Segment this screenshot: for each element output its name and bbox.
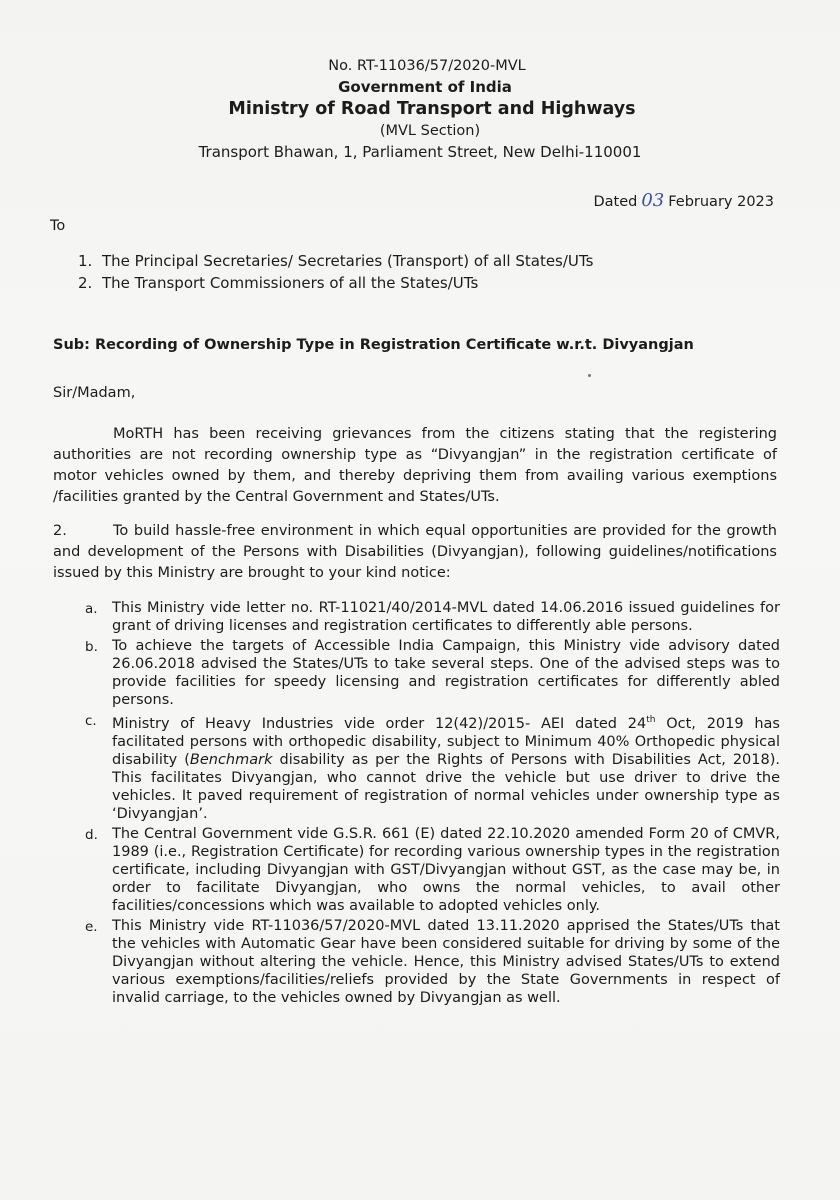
list-item-text: This Ministry vide RT-11036/57/2020-MVL dated 13.11.2020 apprised the States/UTs that the vehicles with Automatic Gear have been considered suitable for driving by some of the Divyangjan without altering the vehicle. Hence, this Ministry advised States/UTs to extend various exemptions/facilities/reliefs provided by the State Governments in respect of invalid carriage, to the vehicles owned by Divyangjan as well. — [112, 917, 780, 1006]
text-run: disability as per the Rights of Persons with Disabilities Act, 2018). This facilitates Divyangjan, who cannot drive the vehicle but use driver to drive the vehicles. It paved requirement of registration of normal vehicles under ownership type as ‘Divyangjan’. — [112, 751, 780, 822]
ministry-name: Ministry of Road Transport and Highways — [228, 99, 636, 119]
date-rest: February 2023 — [668, 194, 774, 210]
government-name: Government of India — [338, 78, 512, 96]
list-item-a — [53, 599, 780, 635]
recipient-text: The Transport Commissioners of all the States/UTs — [102, 274, 479, 292]
paragraph-1: MoRTH has been receiving grievances from the citizens stating that the registering authorities are not recording ownership type as “Divyangjan” in the registration certificate of motor vehicles owned by them, and thereby depriving them from availing various exemptions /facilities granted by the Central Government and States/UTs. — [53, 426, 777, 505]
text-run: Ministry of Heavy Industries vide order 12(42)/2015- AEI dated 24 — [112, 715, 647, 732]
recipient-text: The Principal Secretaries/ Secretaries (Transport) of all States/UTs — [102, 252, 594, 270]
recipient-list — [78, 250, 593, 294]
subject-line: Sub: Recording of Ownership Type in Registration Certificate w.r.t. Divyangjan — [53, 337, 694, 353]
list-item-text: To achieve the targets of Accessible India Campaign, this Ministry vide advisory dated 26.06.2018 advised the States/UTs to take several steps. One of the advised steps was to provide facilities for speedy licensing and registration certificates for differently abled persons. — [112, 638, 780, 708]
recipient-number: 1. — [78, 252, 93, 270]
superscript: th — [646, 715, 656, 725]
paragraph-number: 2. — [53, 523, 67, 539]
letter-date — [593, 190, 774, 211]
list-marker: c. — [85, 713, 97, 729]
list-item-text: This Ministry vide letter no. RT-11021/40/2014-MVL dated 14.06.2016 issued guidelines for grant of driving licenses and registration certificates to differently able persons. — [112, 600, 780, 634]
list-item-e — [53, 917, 780, 1007]
handwritten-day: 03 — [641, 190, 665, 211]
list-marker: a. — [85, 601, 98, 617]
office-address: Transport Bhawan, 1, Parliament Street, New Delhi-110001 — [198, 143, 642, 161]
list-item-c — [53, 711, 780, 823]
italic-term: Benchmark — [189, 751, 273, 768]
list-marker: e. — [85, 918, 98, 935]
reference-number: No. RT-11036/57/2020-MVL — [328, 58, 526, 74]
letter-header — [0, 56, 840, 163]
recipient-number: 2. — [78, 274, 93, 292]
list-item-d — [53, 825, 780, 915]
salutation: Sir/Madam, — [53, 385, 136, 401]
ink-speck — [588, 374, 591, 377]
to-label: To — [50, 218, 66, 234]
list-item-b — [53, 637, 780, 709]
text-run: Oct, 2019 has facilitated persons with orthopedic disability, subject to Minimum 40% Orthopedic physical disability ( — [112, 715, 780, 768]
section-name: (MVL Section) — [379, 123, 481, 139]
recipient-item — [78, 272, 593, 294]
paragraph-2 — [53, 521, 777, 584]
paragraph-2-text: To build hassle-free environment in which equal opportunities are provided for the growth and development of the Persons with Disabilities (Divyangjan), following guidelines/notifications issued by this Ministry are brought to your kind notice: — [53, 523, 777, 581]
recipient-item — [78, 250, 593, 272]
list-item-text — [112, 716, 780, 822]
guidelines-list — [53, 599, 780, 1009]
list-item-text: The Central Government vide G.S.R. 661 (E) dated 22.10.2020 amended Form 20 of CMVR, 1989 (i.e., Registration Certificate) for recording various ownership types in the registration certificate, including Divyangjan with GST/Divyangjan without GST, as the case may be, in order to facilitate Divyangjan, who owns the normal vehicles, to avail other facilities/concessions which was available to adopted vehicles only. — [112, 825, 780, 914]
list-marker: b. — [85, 639, 98, 655]
list-marker: d. — [85, 826, 98, 843]
date-prefix: Dated — [593, 194, 638, 210]
